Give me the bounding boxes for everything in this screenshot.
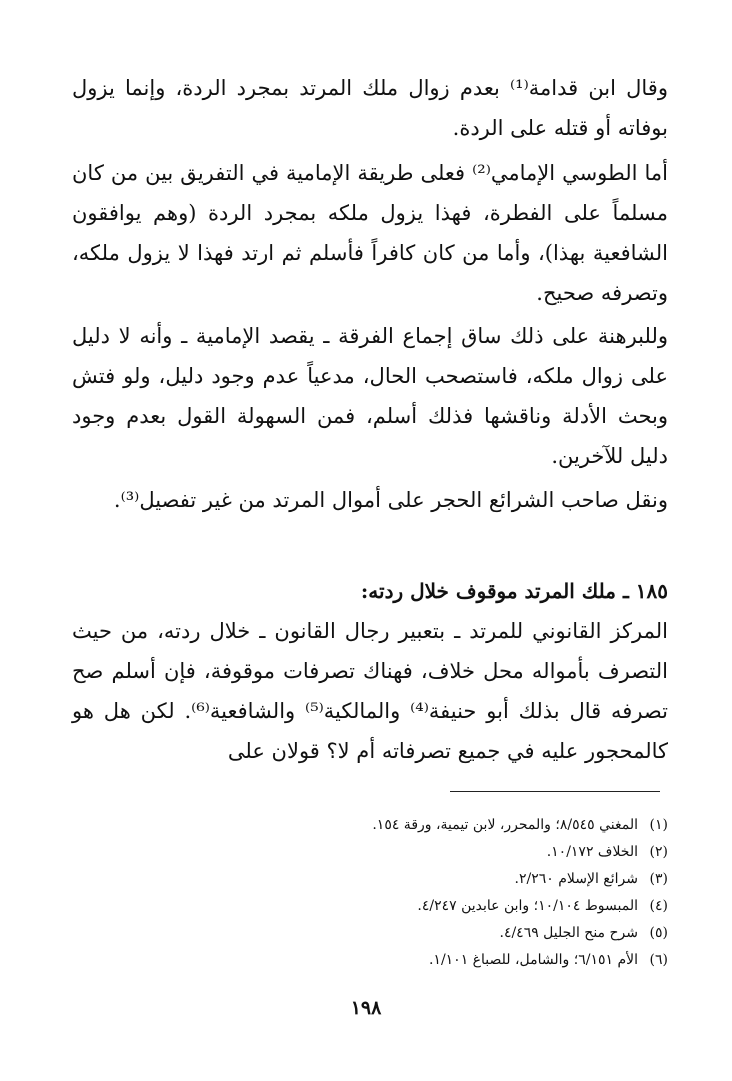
footnote-item — [72, 866, 668, 893]
paragraph-text: المركز القانوني للمرتد ـ بتعبير رجال القانون ـ خلال ردته، من حيث التصرف بأمواله محل خلاف، فهناك تصرفات موقوفة، فإن أسلم صح تصرفه قال بذلك أبو حنيفة⁽⁴⁾ والمالكية⁽⁵⁾ والشافعية⁽⁶⁾. لكن هل هو كالمحجور عليه في جميع تصرفاته أم لا؟ قولان على — [72, 619, 668, 763]
footnote-item — [72, 947, 668, 974]
page-number: ١٩٨ — [350, 997, 382, 1019]
footnote-number: (٣) — [649, 871, 668, 887]
footnote-item — [72, 812, 668, 839]
footnote-divider — [450, 791, 660, 792]
paragraph-ibn-qudama — [72, 68, 668, 148]
paragraph-text: وقال ابن قدامة⁽¹⁾ بعدم زوال ملك المرتد بمجرد الردة، وإنما يزول بوفاته أو قتله على الردة. — [72, 76, 668, 140]
footnote-text: المغني ٨/٥٤٥؛ والمحرر، لابن تيمية، ورقة ١٥٤. — [372, 817, 638, 833]
footnote-text: الأم ٦/١٥١؛ والشامل، للصباغ ١/١٠١. — [428, 952, 638, 968]
paragraph-tusi — [72, 153, 668, 313]
footnote-item — [72, 893, 668, 920]
footnotes-list — [72, 812, 668, 974]
footnote-number: (٥) — [649, 925, 668, 941]
section-heading: ١٨٥ ـ ملك المرتد موقوف خلال ردته: — [360, 579, 668, 603]
footnote-text: شرائع الإسلام ٢/٢٦٠. — [514, 871, 638, 887]
footnote-item — [72, 920, 668, 947]
paragraph-text: أما الطوسي الإمامي⁽²⁾ فعلى طريقة الإمامية في التفريق بين من كان مسلماً على الفطرة، فهذا يزول ملكه بمجرد الردة (وهم يوافقون الشافعية بهذا)، وأما من كان كافراً فأسلم ثم ارتد فهذا لا يزول ملكه، وتصرفه صحيح. — [72, 161, 669, 305]
footnote-number: (١) — [649, 817, 668, 833]
footnote-number: (٤) — [649, 898, 668, 914]
footnote-text: شرح منح الجليل ٤/٤٦٩. — [499, 925, 638, 941]
paragraph-legal-status — [72, 611, 668, 771]
footnote-item — [72, 839, 668, 866]
footnote-number: (٦) — [649, 952, 668, 968]
paragraph-evidence — [72, 316, 668, 476]
footnote-number: (٢) — [649, 844, 668, 860]
paragraph-text: ونقل صاحب الشرائع الحجر على أموال المرتد من غير تفصيل⁽³⁾. — [113, 488, 668, 512]
footnote-text: الخلاف ١٠/١٧٢. — [546, 844, 638, 860]
footnote-text: المبسوط ١٠/١٠٤؛ وابن عابدين ٤/٢٤٧. — [417, 898, 638, 914]
paragraph-sharai — [72, 480, 668, 520]
paragraph-text: وللبرهنة على ذلك ساق إجماع الفرقة ـ يقصد الإمامية ـ وأنه لا دليل على زوال ملكه، فاستصحب الحال، مدعياً عدم وجود دليل، ولو فتش وبحث الأدلة وناقشها فذلك أسلم، فمن السهولة القول بعدم وجود دليل للآخرين. — [72, 324, 668, 468]
